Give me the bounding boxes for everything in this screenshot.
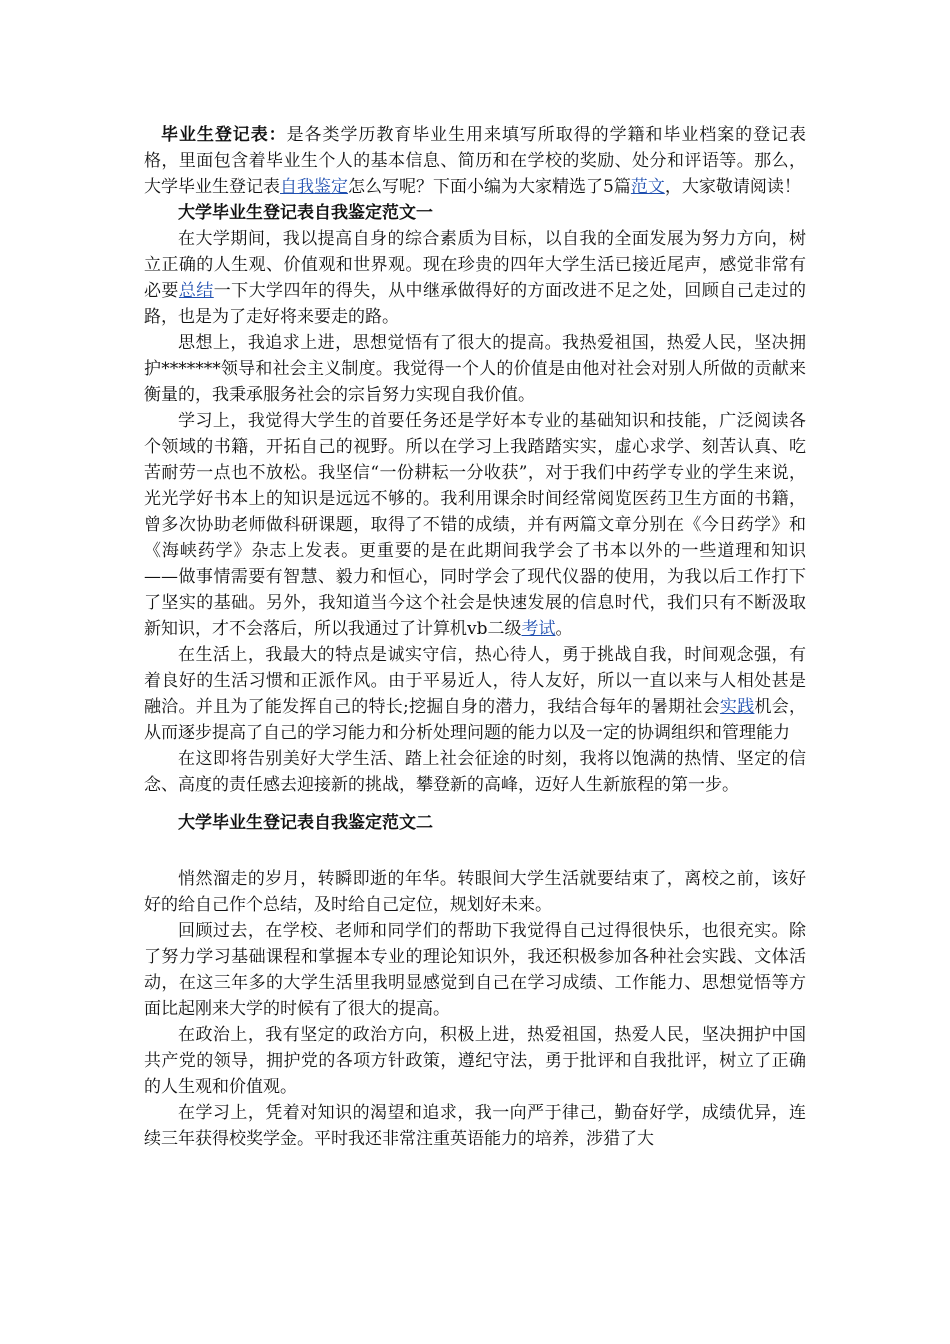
essay1-paragraph xyxy=(144,408,806,642)
paragraph-text: 。 xyxy=(555,619,573,639)
essay1-paragraph xyxy=(144,642,806,746)
paragraph-text: 在大学期间，我以提高自身的综合素质为目标，以自我的全面发展为努力方向，树立正确的人生观、价值观和世界观。现在珍贵的四年大学生活已接近尾声，感觉非常有必要 xyxy=(144,229,806,301)
sample-essay-link[interactable]: 范文 xyxy=(630,177,665,197)
essay1-paragraph: 在这即将告别美好大学生活、踏上社会征途的时刻，我将以饱满的热情、坚定的信念、高度的责任感去迎接新的挑战，攀登新的高峰，迈好人生新旅程的第一步。 xyxy=(144,749,806,795)
essay1-paragraph xyxy=(144,226,806,330)
exam-link[interactable]: 考试 xyxy=(521,619,556,639)
intro-text: 怎么写呢？下面小编为大家精选了5篇 xyxy=(348,177,631,197)
document-page xyxy=(144,122,806,1152)
intro-paragraph xyxy=(144,122,806,200)
paragraph-text: 在生活上，我最大的特点是诚实守信，热心待人，勇于挑战自我，时间观念强，有着良好的生活习惯和正派作风。由于平易近人，待人友好，所以一直以来与人相处甚是融洽。并且为了能发挥自己的特长;挖掘自身的潜力，我结合每年的暑期社会 xyxy=(144,645,806,717)
practice-link[interactable]: 实践 xyxy=(719,697,755,717)
essay2-paragraph: 在政治上，我有坚定的政治方向，积极上进，热爱祖国，热爱人民，坚决拥护中国共产党的领导，拥护党的各项方针政策，遵纪守法，勇于批评和自我批评，树立了正确的人生观和价值观。 xyxy=(144,1025,806,1097)
paragraph-text: 机会，从而逐步提高了自己的学习能力和分析处理问题的能力以及一定的协调组织和管理能力 xyxy=(144,697,807,743)
essay2-paragraph: 回顾过去，在学校、老师和同学们的帮助下我觉得自己过得很快乐，也很充实。除了努力学习基础课程和掌握本专业的理论知识外，我还积极参加各种社会实践、文体活动，在这三年多的大学生活里我明显感觉到自己在学习成绩、工作能力、思想觉悟等方面比起刚来大学的时候有了很大的提高。 xyxy=(144,921,806,1019)
intro-text: ，大家敬请阅读！ xyxy=(664,177,801,197)
essay2-paragraph: 悄然溜走的岁月，转瞬即逝的年华。转眼间大学生活就要结束了，离校之前，该好好的给自己作个总结，及时给自己定位，规划好未来。 xyxy=(144,869,806,915)
self-assessment-link[interactable]: 自我鉴定 xyxy=(280,177,348,197)
intro-text: 是各类学历教育毕业生用来填写所取得的学籍和毕业档案的登记表格，里面包含着毕业生个人的基本信息、简历和在学校的奖励、处分和评语等。那么，大学毕业生登记表 xyxy=(144,125,807,197)
paragraph-text: 学习上，我觉得大学生的首要任务还是学好本专业的基础知识和技能，广泛阅读各个领域的书籍，开拓自己的视野。所以在学习上我踏踏实实，虚心求学、刻苦认真、吃苦耐劳一点也不放松。我坚信“一份耕耘一分收获”，对于我们中药学专业的学生来说，光光学好书本上的知识是远远不够的。我利用课余时间经常阅览医药卫生方面的书籍，曾多次协助老师做科研课题，取得了不错的成绩，并有两篇文章分别在《今日药学》和《海峡药学》杂志上发表。更重要的是在此期间我学会了书本以外的一些道理和知识——做事情需要有智慧、毅力和恒心，同时学会了现代仪器的使用，为我以后工作打下了坚实的基础。另外，我知道当今这个社会是快速发展的信息时代，我们只有不断汲取新知识，才不会落后，所以我通过了计算机vb二级 xyxy=(144,411,806,639)
essay1-title: 大学毕业生登记表自我鉴定范文一 xyxy=(178,203,433,223)
essay2-title: 大学毕业生登记表自我鉴定范文二 xyxy=(178,813,433,833)
essay2-paragraph: 在学习上，凭着对知识的渴望和追求，我一向严于律己，勤奋好学，成绩优异，连续三年获得校奖学金。平时我还非常注重英语能力的培养，涉猎了大 xyxy=(144,1103,806,1149)
paragraph-text: 一下大学四年的得失，从中继承做得好的方面改进不足之处，回顾自己走过的路，也是为了走好将来要走的路。 xyxy=(144,281,807,327)
intro-lead: 毕业生登记表： xyxy=(161,125,287,145)
summary-link[interactable]: 总结 xyxy=(178,281,214,301)
essay1-paragraph: 思想上，我追求上进，思想觉悟有了很大的提高。我热爱祖国，热爱人民，坚决拥护*******领导和社会主义制度。我觉得一个人的价值是由他对社会对别人所做的贡献来衡量的，我秉承服务社会的宗旨努力实现自我价值。 xyxy=(144,333,806,405)
